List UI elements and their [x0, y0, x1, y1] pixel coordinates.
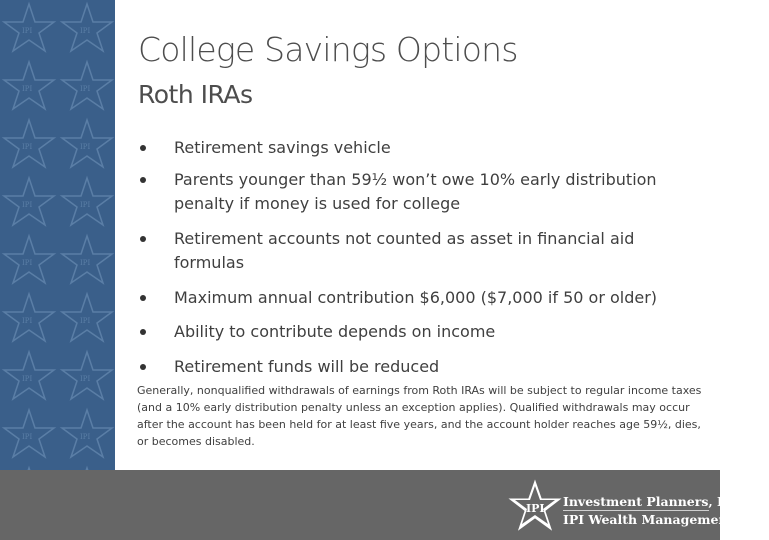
logo-company-name-secondary: IPI Wealth Management, Inc.	[563, 512, 769, 527]
slide-subtitle: Roth IRAs	[138, 80, 253, 109]
svg-text:IPI: IPI	[526, 502, 545, 515]
bullet-text: Retirement accounts not counted as asset in financial aid formulas	[174, 229, 635, 272]
bullet-text: Retirement savings vehicle	[174, 138, 391, 157]
bullet-icon	[140, 177, 146, 183]
bullet-text: Retirement funds will be reduced	[174, 357, 440, 376]
bullet-icon	[140, 236, 146, 242]
logo-company-name: Investment Planners, Inc.	[563, 494, 744, 509]
bullet-text: Maximum annual contribution $6,000 ($7,000 if 50 or older)	[174, 288, 658, 307]
company-logo	[505, 476, 769, 536]
star-logo-icon	[505, 476, 565, 536]
bullet-text: Ability to contribute depends on income	[174, 322, 496, 341]
slide-content	[115, 0, 720, 470]
disclaimer-footnote: Generally, nonqualified withdrawals of earnings from Roth IRAs will be subject to regular income taxes (and a 10% early distribution penalty unless an exception applies). Qualified withdrawals may occur after the account has been held for at least five years, and the account holder reaches age 59½, dies, or becomes disabled.	[137, 384, 702, 448]
bullet-icon	[140, 145, 146, 151]
bullet-icon	[140, 364, 146, 370]
bullet-text: Parents younger than 59½ won’t owe 10% early distribution penalty if money is used for college	[174, 170, 657, 213]
star-pattern-icon	[0, 0, 115, 540]
sidebar-star-pattern	[0, 0, 115, 540]
bullet-icon	[140, 295, 146, 301]
logo-divider	[563, 510, 709, 511]
slide-title: College Savings Options	[138, 30, 518, 69]
bullet-icon	[140, 329, 146, 335]
